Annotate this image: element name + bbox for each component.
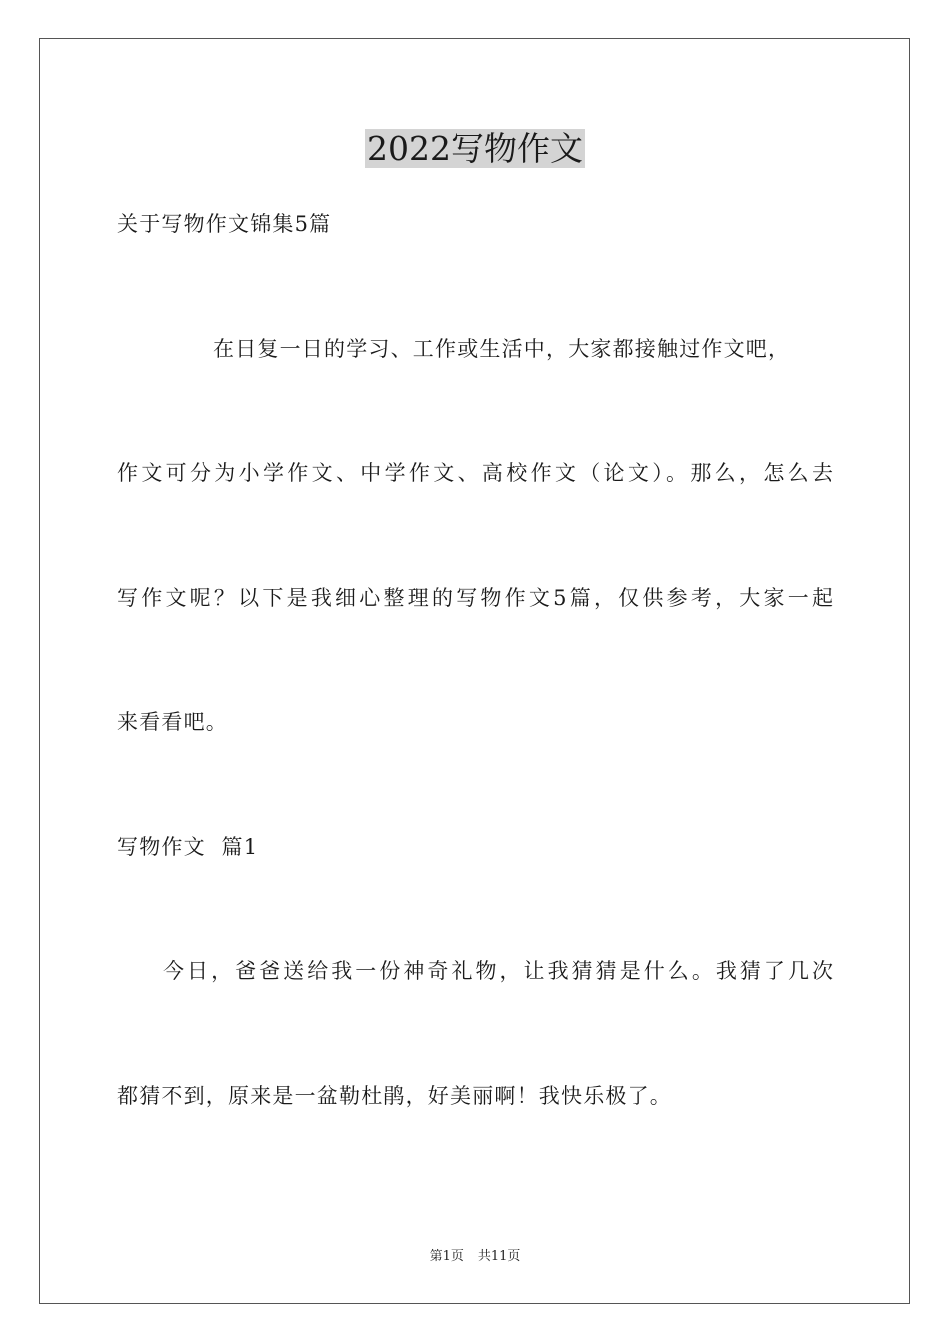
intro-line-2: 作文可分为小学作文、中学作文、高校作文（论文）。那么，怎么去 <box>117 461 833 485</box>
page-total: 共11页 <box>477 1249 521 1264</box>
page-number: 第1页 <box>429 1249 464 1264</box>
intro-line-4: 来看看吧。 <box>117 710 228 734</box>
intro-line-3: 写作文呢？以下是我细心整理的写物作文5篇，仅供参考，大家一起 <box>117 586 833 610</box>
section-line-1: 今日，爸爸送给我一份神奇礼物，让我猜猜是什么。我猜了几次 <box>163 959 833 983</box>
document-subtitle: 关于写物作文锦集5篇 <box>117 212 332 236</box>
section-line-2: 都猜不到，原来是一盆勒杜鹃，好美丽啊！我快乐极了。 <box>117 1084 672 1108</box>
section-heading: 写物作文 篇1 <box>117 835 259 859</box>
document-title <box>0 126 950 172</box>
page-footer <box>0 1247 950 1267</box>
intro-line-1: 在日复一日的学习、工作或生活中，大家都接触过作文吧， <box>213 337 791 361</box>
document-title-text: 2022写物作文 <box>367 129 583 168</box>
